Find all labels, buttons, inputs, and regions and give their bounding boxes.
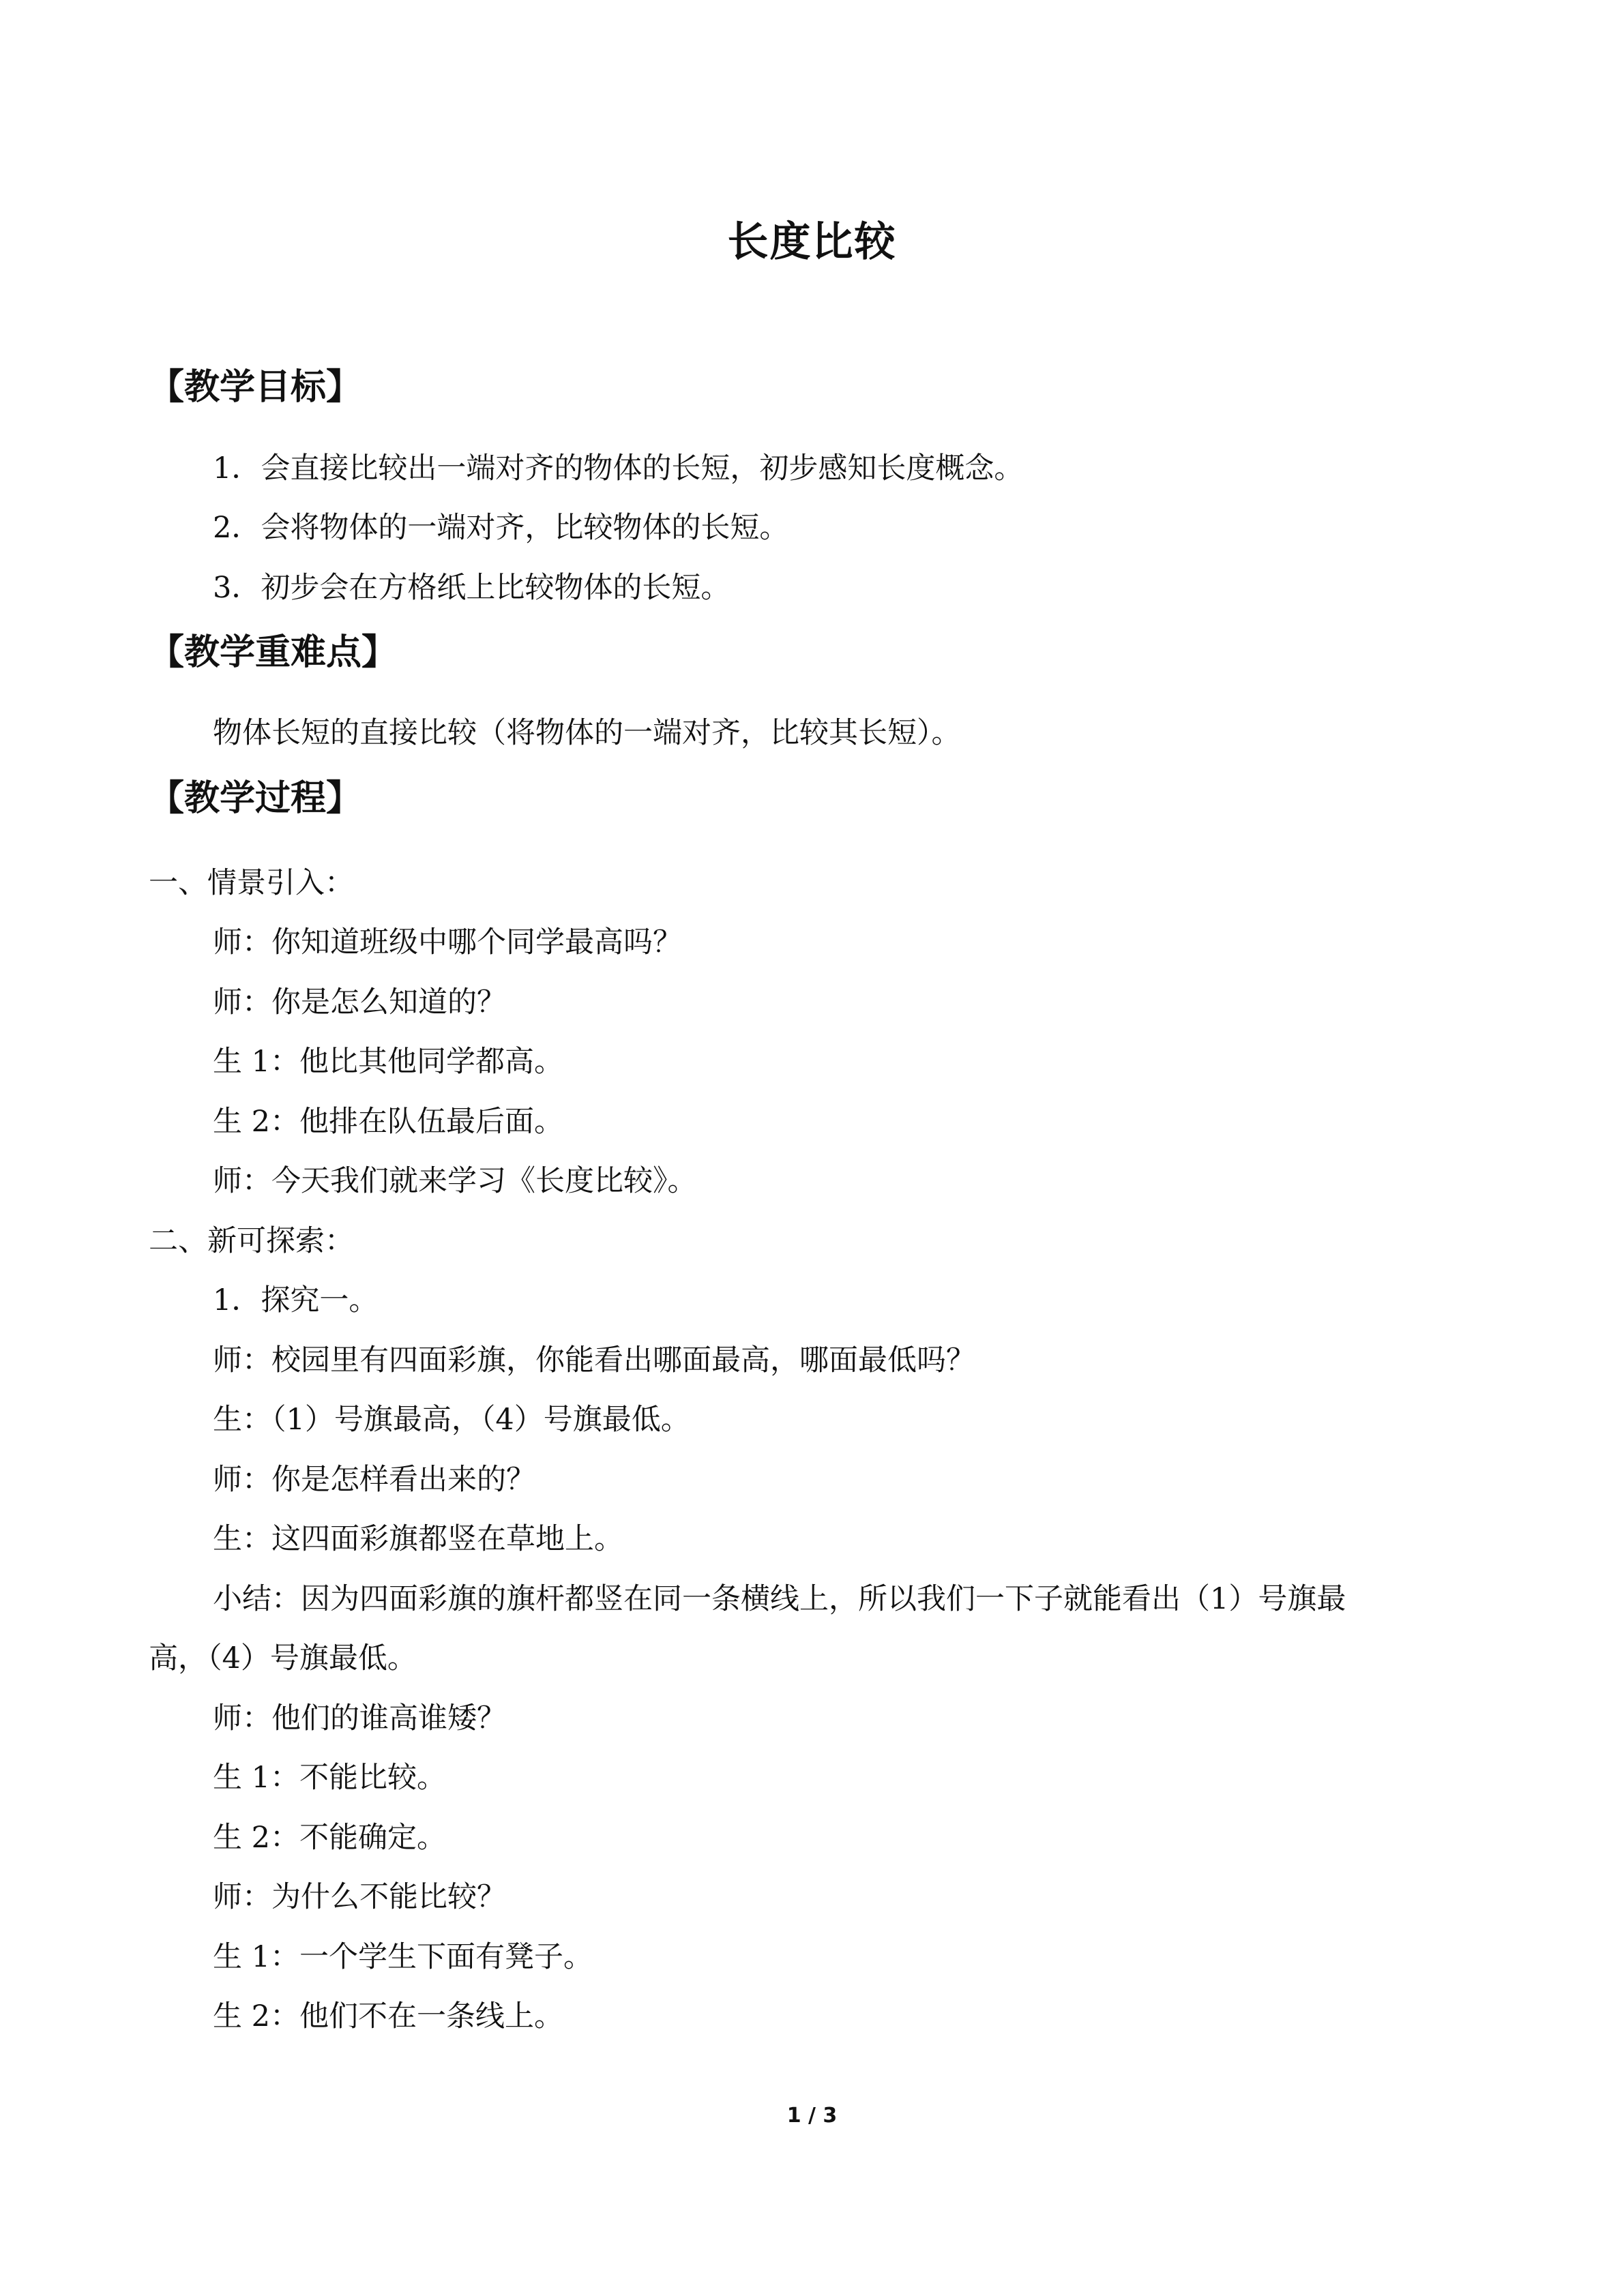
dialogue-line: 生 1：不能比较。 bbox=[213, 1761, 447, 1795]
section-heading-key-points: 【教学重难点】 bbox=[149, 632, 398, 673]
dialogue-line: 生：这四面彩旗都竖在草地上。 bbox=[213, 1522, 623, 1556]
process-part-label: 一、情景引入： bbox=[149, 866, 354, 900]
dialogue-line: 师：他们的谁高谁矮？ bbox=[213, 1701, 506, 1735]
dialogue-line: 师：你是怎么知道的？ bbox=[213, 985, 506, 1019]
page-title: 长度比较 bbox=[727, 218, 897, 266]
dialogue-line: 生 1：他比其他同学都高。 bbox=[213, 1045, 564, 1079]
dialogue-line: 师：校园里有四面彩旗，你能看出哪面最高，哪面最低吗？ bbox=[213, 1343, 975, 1377]
dialogue-line: 生 2：他排在队伍最后面。 bbox=[213, 1105, 564, 1139]
dialogue-line: 师：你是怎样看出来的？ bbox=[213, 1463, 535, 1497]
dialogue-line: 生：（1）号旗最高，（4）号旗最低。 bbox=[213, 1403, 690, 1437]
section-heading-process: 【教学过程】 bbox=[149, 778, 362, 819]
summary-line-continued: 高，（4）号旗最低。 bbox=[149, 1641, 417, 1675]
dialogue-line: 1．探究一。 bbox=[213, 1283, 379, 1317]
objective-item: 3．初步会在方格纸上比较物体的长短。 bbox=[213, 571, 730, 605]
dialogue-line: 生 2：他们不在一条线上。 bbox=[213, 1999, 564, 2033]
process-part-label: 二、新可探索： bbox=[149, 1224, 354, 1258]
dialogue-line: 师：今天我们就来学习《长度比较》。 bbox=[213, 1164, 697, 1198]
objective-item: 1．会直接比较出一端对齐的物体的长短，初步感知长度概念。 bbox=[213, 451, 1024, 486]
dialogue-line: 生 2：不能确定。 bbox=[213, 1821, 447, 1855]
summary-line: 小结：因为四面彩旗的旗杆都竖在同一条横线上，所以我们一下子就能看出（1）号旗最 bbox=[213, 1582, 1346, 1616]
dialogue-line: 生 1：一个学生下面有凳子。 bbox=[213, 1940, 593, 1974]
key-points-text: 物体长短的直接比较（将物体的一端对齐，比较其长短）。 bbox=[213, 716, 961, 750]
page-number: 1 / 3 bbox=[786, 2104, 838, 2128]
dialogue-line: 师：你知道班级中哪个同学最高吗？ bbox=[213, 925, 682, 959]
objective-item: 2．会将物体的一端对齐，比较物体的长短。 bbox=[213, 511, 789, 545]
section-heading-objectives: 【教学目标】 bbox=[149, 367, 362, 408]
dialogue-line: 师：为什么不能比较？ bbox=[213, 1880, 506, 1914]
